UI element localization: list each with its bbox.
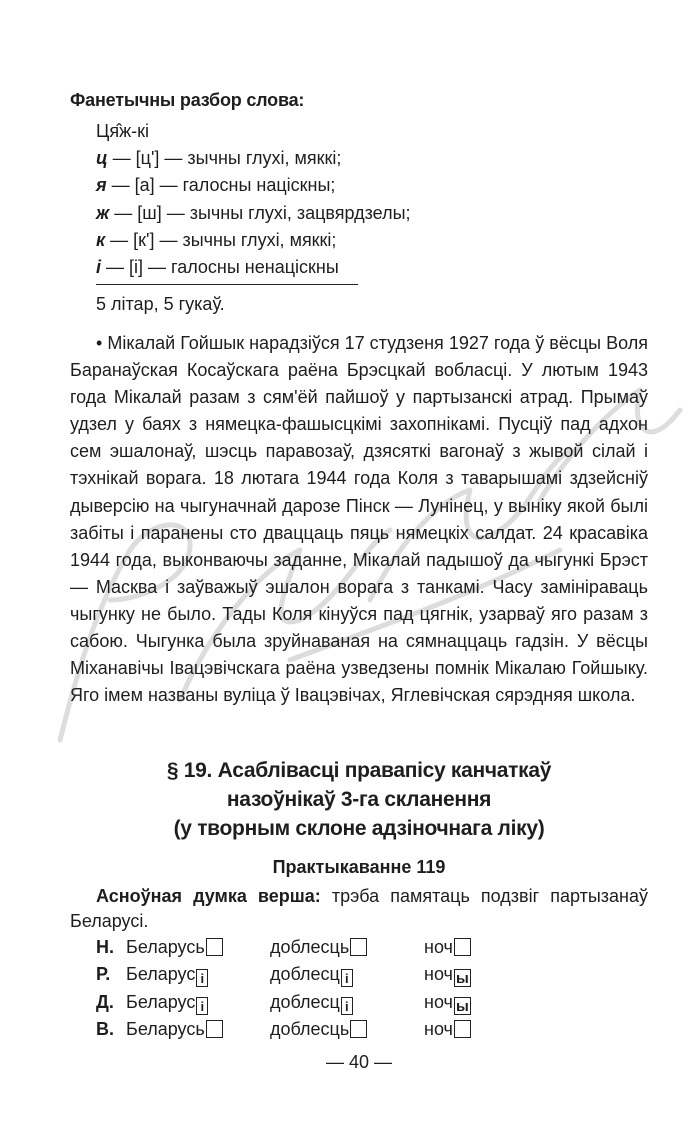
phonetic-description: — [ц'] — зычны глухі, мяккі; [107, 148, 342, 169]
phonetic-description: — [і] — галосны ненаціскны [101, 257, 339, 278]
section-heading [70, 756, 648, 843]
exercise-main-idea [70, 884, 648, 934]
phonetic-word: Ця̂ж-кі [96, 121, 149, 141]
page-number: — 40 — [325, 1052, 393, 1072]
word-stem: ноч [424, 964, 453, 985]
phonetic-letter: ж [96, 202, 110, 223]
word-doblesc [270, 992, 353, 1015]
case-label: В. [96, 1018, 114, 1039]
case-label: Д. [96, 991, 114, 1012]
section-heading-line: назоўнікаў 3-га скланення [226, 788, 492, 811]
ending-box [206, 938, 223, 956]
word-belarus [126, 992, 208, 1015]
word-noch [424, 937, 471, 958]
phonetic-count: 5 літар, 5 гукаў. [96, 294, 225, 314]
phonetic-row [96, 200, 411, 227]
phonetic-row [96, 145, 396, 172]
word-stem: Беларусь [126, 937, 205, 957]
ending-box: і [196, 969, 208, 987]
phonetic-description: — [а] — галосны націскны; [106, 175, 336, 196]
word-belarus [126, 1019, 223, 1040]
phonetic-row [96, 254, 396, 281]
biography-text: • Мікалай Гойшык нарадзіўся 17 студзеня 1927 года ў вёсцы Воля Баранаўская Косаўскага раёна Брэсцкай вобласці. У лютым 1943 года Мікалай разам з сям'ёй пайшоў у партызанскі атрад. Прымаў удзел у баях з нямецка-фашысцкімі захопнікамі. Пусціў пад адхон сем эшалонаў, шэсць паравозаў, дзясяткі вагонаў з жывой сілай і тэхнікай ворага. 18 лютага 1944 года Коля з таварышамі здзейсніў дыверсію на чыгуначнай дарозе Пінск — Лунінец, у выніку якой былі забіты і паранены сто дваццаць пяць нямецкіх салдат. 24 красавіка 1944 года, выконваючы заданне, Мікалай падышоў да чыгункі Брэст — Масква і заўважыў эшалон ворага з танкамі. Часу замініраваць чыгунку не было. Тады Коля кінуўся пад цягнік, узарваў яго разам з сабою. Чыгунка была зруйнаваная на сямнаццаць гадзін. У вёсцы Міханавічы Івацэвічскага раёна узведзены помнік Мікалаю Гойшыку. Яго імем названы вуліца ў Івацэвічах, Яглевічская сярэдняя школа. [70, 333, 648, 706]
ending-box [350, 938, 367, 956]
main-idea-text: трэба памятаць подзвіг партызанаў Беларусі. [70, 886, 648, 931]
word-stem: ноч [424, 937, 453, 957]
word-doblesc [270, 1019, 367, 1040]
phonetic-letter: я [96, 175, 107, 196]
biography-paragraph [70, 330, 648, 709]
phonetic-description: — [ш] — зычны глухі, зацвярдзелы; [109, 202, 411, 223]
phonetic-analysis [96, 118, 411, 281]
section-heading-line: (у творным склоне адзіночнага ліку) [173, 817, 545, 840]
phonetic-row [96, 172, 396, 199]
word-stem: ноч [424, 1018, 453, 1039]
phonetic-letter: к [96, 229, 106, 250]
word-belarus [126, 964, 208, 987]
section-heading-line: § 19. Асаблівасці правапісу канчаткаў [166, 759, 552, 782]
word-stem: доблесць [270, 1018, 350, 1039]
word-doblesc [270, 964, 353, 987]
word-noch [424, 1019, 471, 1040]
exercise-title: Практыкаванне 119 [272, 857, 446, 877]
word-noch [424, 964, 471, 987]
word-stem: доблесць [270, 937, 350, 957]
main-idea-label: Асноўная думка верша: [96, 886, 321, 906]
ending-box: і [341, 997, 353, 1015]
ending-box [206, 1020, 223, 1038]
phonetic-description: — [к'] — зычны глухі, мяккі; [105, 229, 337, 250]
word-stem: Беларус [126, 991, 196, 1012]
ending-box: і [341, 969, 353, 987]
case-label: Р. [96, 964, 111, 985]
word-stem: Беларус [126, 964, 196, 985]
ending-box [350, 1020, 367, 1038]
word-stem: доблесц [270, 964, 340, 985]
word-doblesc [270, 937, 367, 958]
case-label: Н. [96, 937, 114, 957]
word-stem: ноч [424, 991, 453, 1012]
ending-box [454, 1020, 471, 1038]
phonetic-title: Фанетычны разбор слова: [70, 90, 305, 110]
ending-box: ы [454, 997, 471, 1015]
ending-box: і [196, 997, 208, 1015]
phonetic-letter: ц [96, 148, 108, 169]
phonetic-letter: і [96, 257, 102, 278]
word-belarus [126, 937, 223, 958]
word-stem: Беларусь [126, 1018, 205, 1039]
word-noch [424, 992, 471, 1015]
word-stem: доблесц [270, 991, 340, 1012]
phonetic-row [96, 227, 396, 254]
ending-box [454, 938, 471, 956]
ending-box: ы [454, 969, 471, 987]
divider-line [96, 284, 358, 285]
